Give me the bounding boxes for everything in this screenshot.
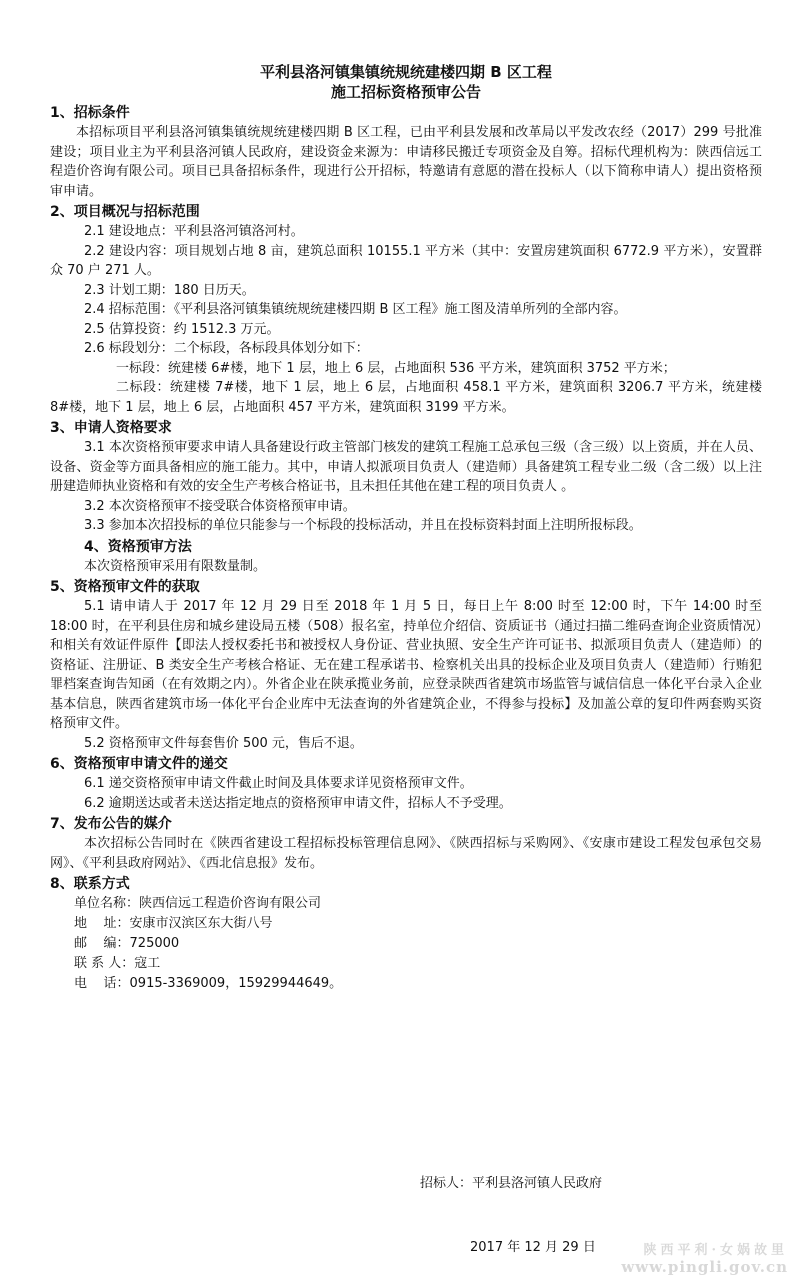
- contact-person: 联 系 人：寇工: [74, 956, 161, 971]
- section-2-item-4: 2.4 招标范围：《平利县洛河镇集镇统规统建楼四期 B 区工程》施工图及清单所列的全部内容。: [84, 302, 627, 317]
- contact-address: 地 址：安康市汉滨区东大街八号: [74, 916, 273, 931]
- section-heading-2: 2、项目概况与招标范围: [50, 204, 200, 220]
- section-heading-7: 7、发布公告的媒介: [50, 816, 172, 832]
- section-heading-3: 3、申请人资格要求: [50, 420, 172, 436]
- section-1-paragraph: 本招标项目平利县洛河镇集镇统规统建楼四期 B 区工程，已由平利县发展和改革局以平发改农经（2017）299 号批准建设；项目业主为平利县洛河镇人民政府，建设资金来源为：申请移民搬迁专项资金及自筹。招标代理机构为：陕西信远工程造价咨询有限公司。项目已具备招标条件，现进行公开招标，特邀请有意愿的潜在投标人（以下简称申请人）提出资格预审申请。: [50, 125, 762, 199]
- section-3-item-3: 3.3 参加本次招投标的单位只能参与一个标段的投标活动，并且在投标资料封面上注明所报标段。: [84, 518, 642, 533]
- watermark-url: www.pingli.gov.cn: [621, 1258, 788, 1276]
- contact-postcode: 邮 编：725000: [74, 936, 180, 951]
- section-heading-6: 6、资格预审申请文件的递交: [50, 756, 228, 772]
- section-2-item-5: 2.5 估算投资：约 1512.3 万元。: [84, 321, 280, 337]
- tenderer-signature: 招标人：平利县洛河镇人民政府: [420, 1176, 603, 1191]
- section-heading-5: 5、资格预审文件的获取: [50, 579, 200, 595]
- notice-document: [50, 62, 762, 994]
- section-7-paragraph: 本次招标公告同时在《陕西省建设工程招标投标管理信息网》、《陕西招标与采购网》、《安康市建设工程发包承包交易网》、《平利县政府网站》、《西北信息报》发布。: [50, 836, 762, 871]
- section-heading-4: 4、资格预审方法: [84, 538, 192, 555]
- section-5-item-2: 5.2 资格预审文件每套售价 500 元，售后不退。: [84, 735, 363, 751]
- contact-phone: 电 话：0915-3369009，15929944649。: [74, 976, 343, 991]
- section-heading-8: 8、联系方式: [50, 876, 130, 892]
- section-4-paragraph: 本次资格预审采用有限数量制。: [84, 558, 267, 574]
- document-title-line1: 平利县洛河镇集镇统规统建楼四期 B 区工程: [260, 63, 552, 81]
- document-title-line2: 施工招标资格预审公告: [330, 83, 481, 101]
- section-6-item-1: 6.1 递交资格预审申请文件截止时间及具体要求详见资格预审文件。: [84, 776, 473, 791]
- section-2-item-6: 2.6 标段划分：二个标段，各标段具体划分如下：: [84, 341, 369, 356]
- section-2-item-3: 2.3 计划工期：180 日历天。: [84, 282, 255, 298]
- section-2-item-2: 2.2 建设内容：项目规划占地 8 亩，建筑总面积 10155.1 平方米（其中：安置房建筑面积 6772.9 平方米），安置群众 70 户 271 人。: [50, 243, 762, 278]
- section-2-item-1: 2.1 建设地点：平利县洛河镇洛河村。: [84, 224, 304, 239]
- notice-date: 2017 年 12 月 29 日: [470, 1240, 596, 1255]
- section-2-lot-2: 二标段：统建楼 7#楼，地下 1 层，地上 6 层，占地面积 458.1 平方米，建筑面积 3206.7 平方米，统建楼 8#楼，地下 1 层，地上 6 层，占地面积 457 平方米，建筑面积 3199 平方米。: [50, 380, 762, 415]
- section-heading-1: 1、招标条件: [50, 105, 130, 121]
- section-3-item-1: 3.1 本次资格预审要求申请人具备建设行政主管部门核发的建筑工程施工总承包三级（含三级）以上资质，并在人员、设备、资金等方面具备相应的施工能力。其中，申请人拟派项目负责人（建造师）具备建筑工程专业二级（含二级）以上注册建造师执业资格和有效的安全生产考核合格证书，且未担任其他在建工程的项目负责人 。: [50, 440, 762, 494]
- section-2-lot-1: 一标段：统建楼 6#楼，地下 1 层，地上 6 层，占地面积 536 平方米，建筑面积 3752 平方米；: [116, 360, 676, 376]
- section-5-item-1: 5.1 请申请人于 2017 年 12 月 29 日至 2018 年 1 月 5 日，每日上午 8:00 时至 12:00 时，下午 14:00 时至 18:00 时，在平利县住房和城乡建设局五楼（508）报名室，持单位介绍信、资质证书（通过扫描二维码查询企业资质情况）和相关有效证件原件【即法人授权委托书和被授权人身份证、营业执照、安全生产许可证书、拟派项目负责人（建造师）的资格证、注册证、B 类安全生产考核合格证、无在建工程承诺书、检察机关出具的投标企业及项目负责人（建造师）行贿犯罪档案查询告知函（在有效期之内）。外省企业在陕承揽业务前，应登录陕西省建筑市场监管与诚信信息一体化平台录入企业基本信息，陕西省建筑市场一体化平台企业库中无法查询的外省建筑企业，不得参与投标】及加盖公章的复印件两套购买资格预审文件。: [50, 599, 762, 731]
- watermark-slogan: 陕西平利·女娲故里: [643, 1243, 788, 1258]
- section-3-item-2: 3.2 本次资格预审不接受联合体资格预审申请。: [84, 498, 356, 514]
- site-watermark: [621, 1239, 788, 1276]
- contact-unit: 单位名称：陕西信远工程造价咨询有限公司: [74, 896, 322, 911]
- section-6-item-2: 6.2 逾期送达或者未送达指定地点的资格预审申请文件，招标人不予受理。: [84, 795, 512, 811]
